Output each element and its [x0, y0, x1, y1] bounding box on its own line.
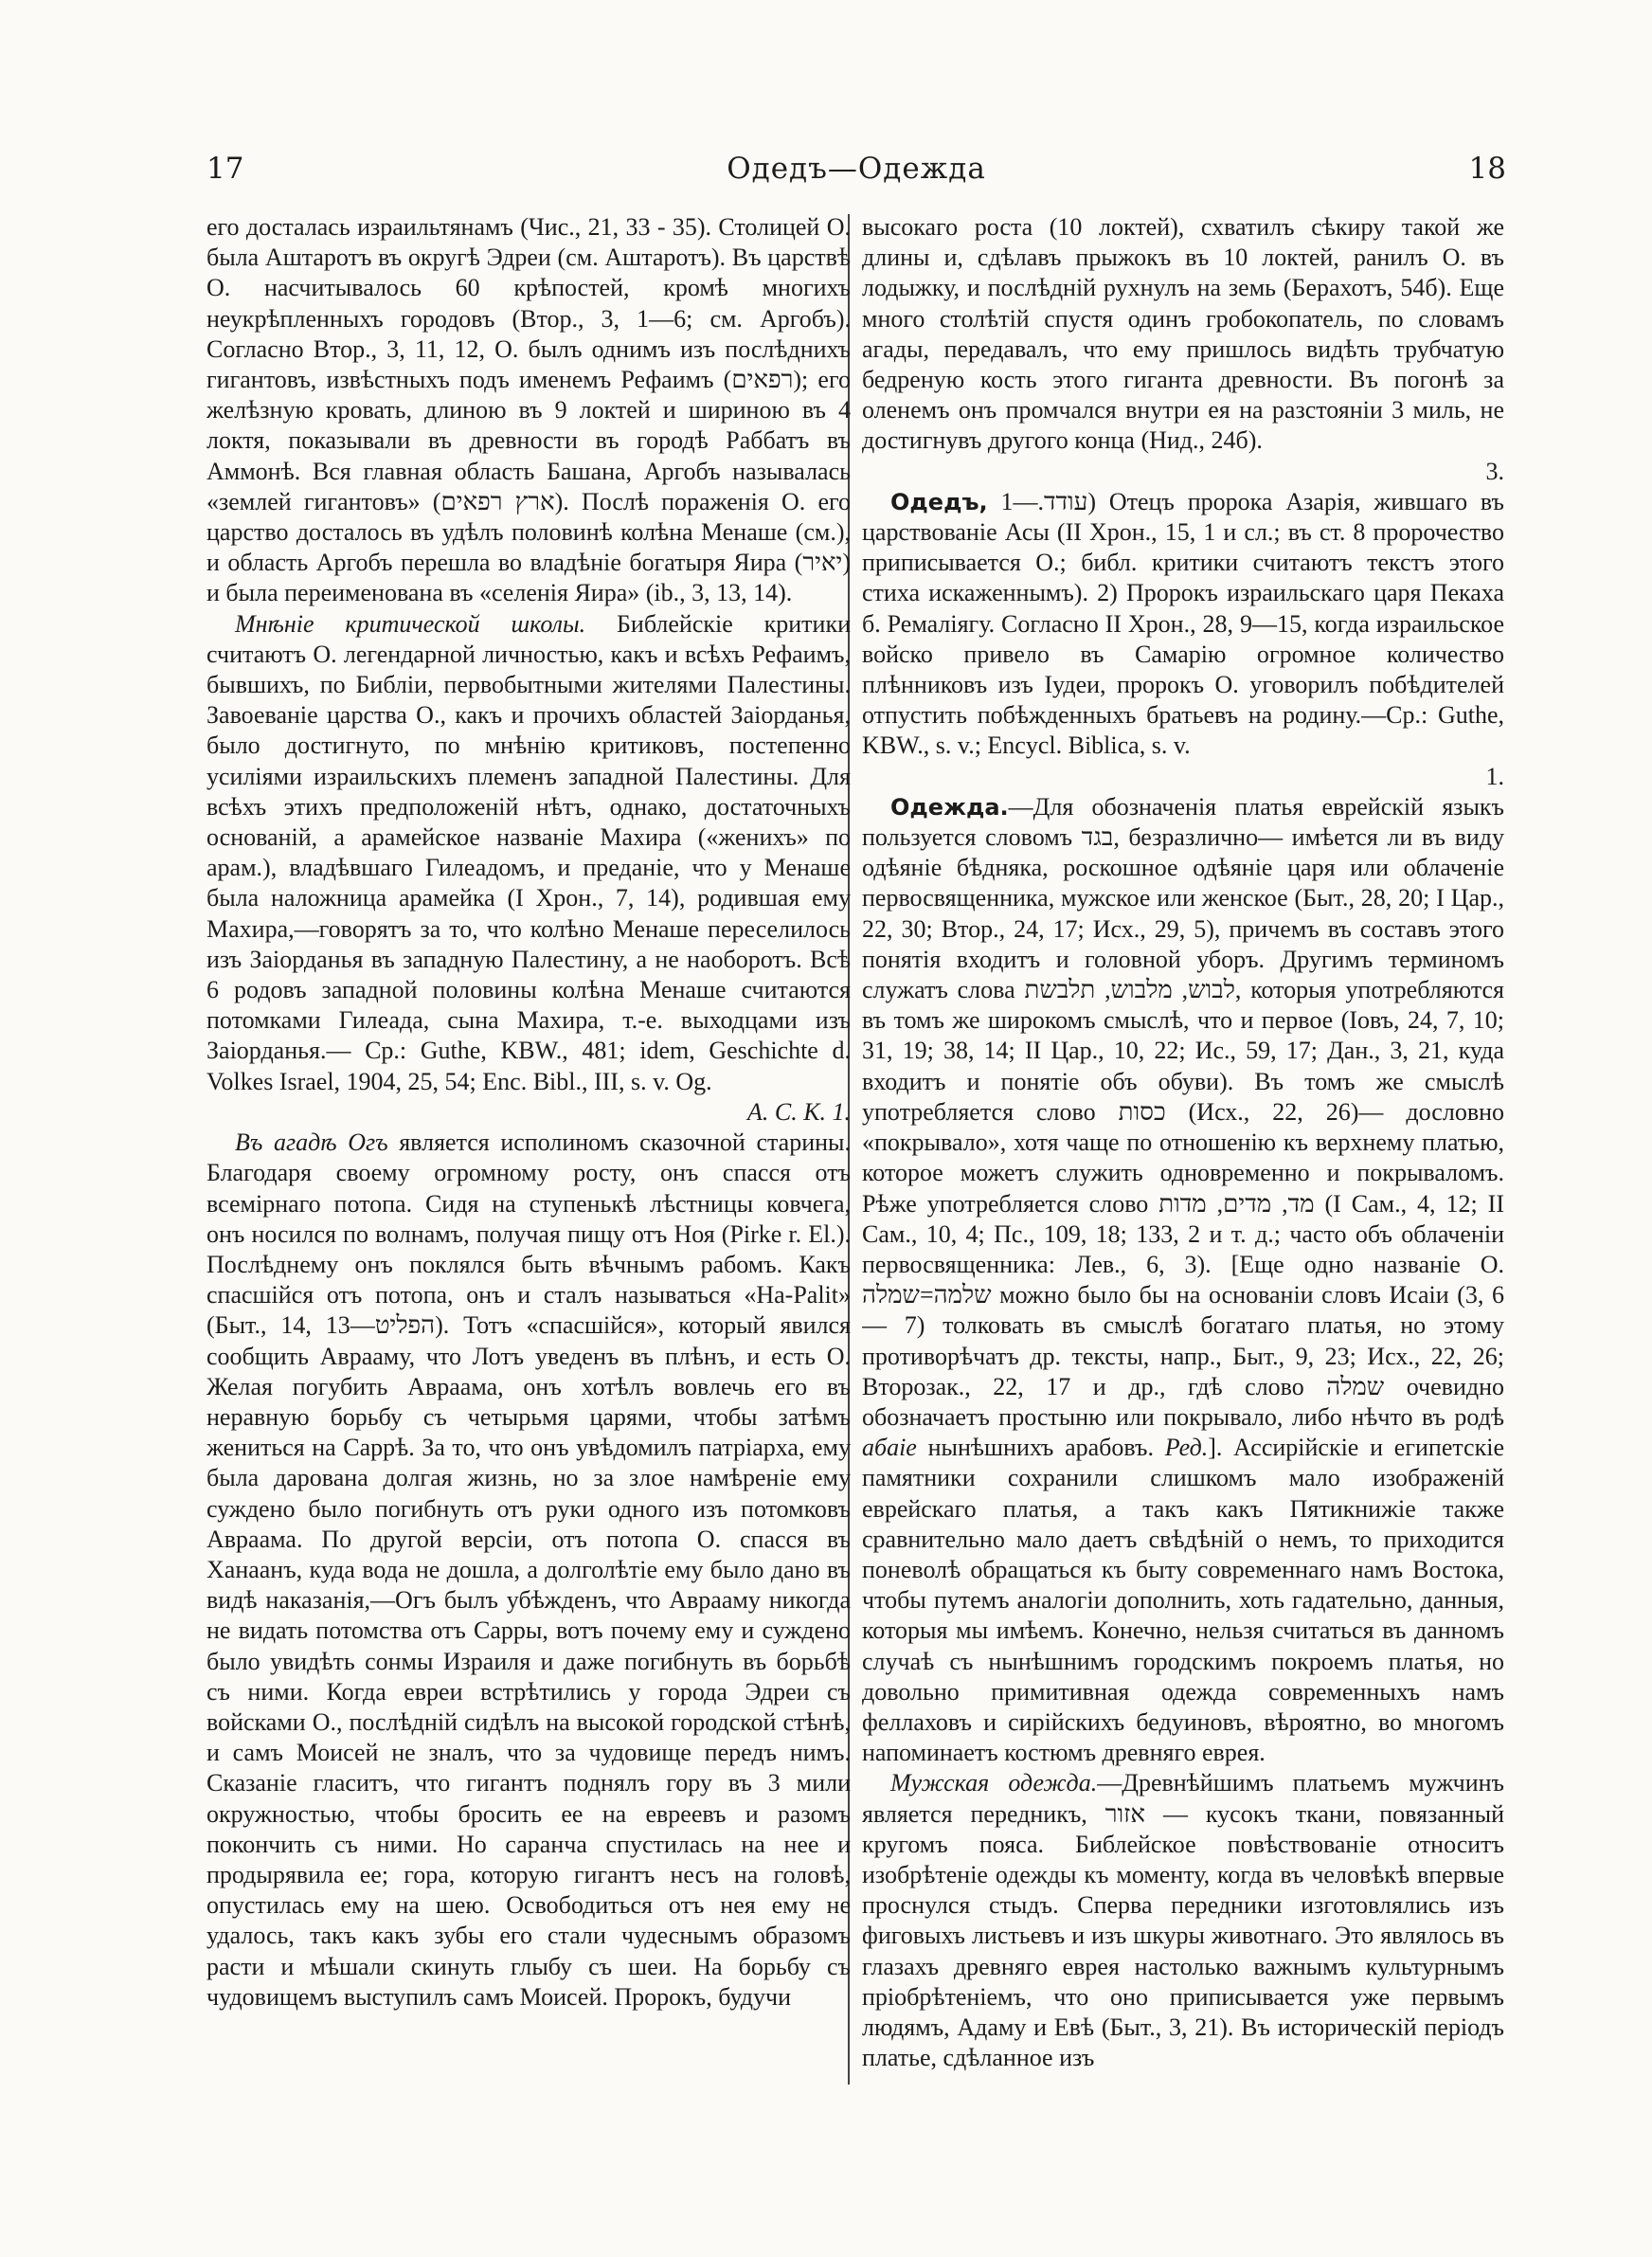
abaie-term: абаіе	[862, 1434, 917, 1462]
og-paragraph-aggadah	[206, 1128, 851, 2013]
page-number-left: 17	[206, 152, 244, 186]
entry-oded	[862, 487, 1504, 762]
men-clothing-lead: Мужская одежда.	[890, 1769, 1098, 1797]
entry-odezhda-body-2: ]. Ассирійскіе и египетскіе памятники сохранили слишкомъ мало изображеній еврейскаго платья, а такъ какъ Пятикнижіе также сравнительно мало даетъ свѣдѣній о немъ, то приходится поневолѣ обращаться къ быту современнаго намъ Востока, чтобы путемъ аналогіи дополнить, хоть гадательно, данныя, которыя мы имѣемъ. Конечно, нельзя считаться въ данномъ случаѣ съ нынѣшнимъ городскимъ покроемъ платья, но довольно примитивная одежда современныхъ намъ феллаховъ и сирійскихъ бедуиновъ, вѣроятно, во многомъ напоминаетъ костюмъ древняго еврея.	[862, 1434, 1504, 1767]
men-clothing-text: —Древнѣйшимъ платьемъ мужчинъ является передникъ, אזור — кусокъ ткани, повязанный кругомъ пояса. Библейское повѣствованіе относитъ изобрѣтеніе одежды къ моменту, когда въ человѣкѣ впервые проснулся стыдъ. Сперва передники изготовлялись изъ фиговыхъ листьевъ и изъ шкуры животнаго. Это являлось въ глазахъ древняго еврея настолько важнымъ культурнымъ пріобрѣтеніемъ, что оно приписывается уже первымъ людямъ, Адаму и Евѣ (Быт., 3, 21). Въ историческій періодъ платье, сдѣланное изъ	[862, 1769, 1504, 2072]
entry-odezhda	[862, 792, 1504, 1769]
right-column	[862, 212, 1504, 2107]
page-title: Одедъ—Одежда	[727, 152, 986, 186]
abaie-after: нынѣшнихъ арабовъ.	[916, 1434, 1154, 1462]
signature-ask: А. С. К. 1.	[747, 1097, 851, 1126]
page-number-right: 18	[1468, 152, 1506, 186]
og-paragraph-bible: его досталась израильтянамъ (Чис., 21, 33 - 35). Столицей О. была Аштаротъ въ округѣ Эдреи (см. Аштаротъ). Въ царствѣ О. насчитывалось 60 крѣпостей, кромѣ многихъ неукрѣпленныхъ городовъ (Втор., 3, 1—6; см. Аргобъ). Согласно Втор., 3, 11, 12, О. былъ однимъ изъ послѣднихъ гигантовъ, извѣстныхъ подъ именемъ Рефаимъ (רפאים); его желѣзную кровать, длиною въ 9 локтей и шириною въ 4 локтя, показывали въ древности въ городѣ Раббатъ въ Аммонѣ. Вся главная область Башана, Аргобъ называлась «землей гигантовъ» (ארץ רפאים). Послѣ пораженія О. его царство досталось въ удѣлъ половинѣ колѣна Менаше (см.), и область Аргобъ перешла во владѣніе богатыря Яира (יאיר) и была переименована въ «селенія Яира» (ib., 3, 13, 14).	[206, 213, 851, 607]
signature-1: 1.	[1485, 762, 1504, 790]
editor-note: Ред.	[1164, 1434, 1209, 1462]
signature-3: 3.	[1485, 457, 1504, 485]
aggadah-text: является исполиномъ сказочной старины. Благодаря своему огромному росту, онъ спасся отъ всемірнаго потопа. Сидя на ступенькѣ лѣстницы ковчега, онъ носился по волнамъ, получая пищу отъ Ноя (Pirke r. El.). Послѣднему онъ поклялся быть вѣчнымъ рабомъ. Какъ спасшійся отъ потопа, онъ и сталъ называться «Ha-Palit» (Быт., 14, 13—הפליט). Тотъ «спасшійся», который явился сообщить Аврааму, что Лотъ уведенъ въ плѣнъ, и есть О. Желая погубить Авраама, онъ хотѣлъ вовлечь его въ неравную борьбу съ четырьмя царями, чтобы затѣмъ жениться на Саррѣ. За то, что онъ увѣдомилъ патріарха, ему была дарована долгая жизнь, но за злое намѣреніе ему суждено было погибнуть отъ руки одного изъ потомковъ Авраама. По другой версіи, отъ потопа О. спасся въ Ханаанъ, куда вода не дошла, а долголѣтіе ему было дано въ видѣ наказанія,—Огъ былъ убѣжденъ, что Аврааму никогда не видать потомства отъ Сарры, вотъ почему ему и суждено было увидѣть сонмы Израиля и даже погибнуть въ борьбѣ съ ними. Когда евреи встрѣтились у города Эдреи съ войсками О., послѣдній сидѣлъ на высокой городской стѣнѣ, и самъ Моисей не зналъ, что за чудовище передъ нимъ. Сказаніе гласитъ, что гигантъ поднялъ гору въ 3 мили окружностью, чтобы бросить ее на евреевъ и разомъ покончить съ ними. Но саранча спустилась на нее и продырявила ее; гора, которую гигантъ несъ на головѣ, опустилась ему на шею. Освободиться отъ нея ему не удалось, такъ какъ зубы его стали чудеснымъ образомъ расти и мѣшали скинуть глыбу съ шеи. На борьбу съ чудовищемъ выступилъ самъ Моисей. Пророкъ, будучи	[206, 1128, 851, 2011]
critics-lead: Мнѣніе критической школы.	[235, 609, 586, 638]
entry-odezhda-body: —Для обозначенія платья еврейскій языкъ пользуется словомъ בגד, безразлично— имѣется ли въ виду одѣяніе бѣдняка, роскошное одѣяніе царя или облаченіе первосвященника, мужское или женское (Быт., 28, 20; I Цар., 22, 30; Втор., 24, 17; Исх., 29, 5), причемъ въ составъ этого понятія входитъ и головной уборъ. Другимъ терминомъ служатъ слова לבוש, מלבוש, תלבשת, которыя употребляются въ томъ же широкомъ смыслѣ, что и первое (Іовъ, 24, 7, 10; 31, 19; 38, 14; II Цар., 10, 22; Ис., 59, 17; Дан., 3, 21, куда входитъ и понятіе объ обуви). Въ томъ же смыслѣ употребляется слово כסות (Исх., 22, 26)— дословно «покрывало», хотя чаще по отношенію къ верхнему платью, которое можетъ служить одновременно и покрываломъ. Рѣже употребляется слово מד, מדים, מדות (I Сам., 4, 12; II Сам., 10, 4; Пс., 109, 18; 133, 2 и т. д.; часто объ облаченіи первосвященника: Лев., 6, 3). [Еще одно названіе О. שלמה=שמלה можно было бы на основаніи словъ Исаіи (3, 6 — 7) толковать въ смыслѣ богатаго платья, но этому противорѣчатъ др. тексты, напр., Быт., 9, 23; Исх., 22, 26; Второзак., 22, 17 и др., гдѣ слово שמלה очевидно обозначаетъ простыню или покрывало, либо нѣчто въ родѣ	[862, 792, 1504, 1431]
running-head	[206, 152, 1506, 193]
entry-oded-body: —1) Отецъ пророка Азарія, жившаго въ царствованіе Асы (II Хрон., 15, 1 и сл.; въ ст. 8 пророчество приписывается О.; библ. критики считаютъ текстъ этого стиха искаженнымъ). 2) Пророкъ израильскаго царя Пекаха б. Ремаліягу. Согласно II Хрон., 28, 9—15, когда израильское войско привело въ Самарію огромное количество плѣнниковъ изъ Іудеи, пророкъ О. уговорилъ побѣдителей отпустить побѣжденныхъ братьевъ на родину.—Ср.: Guthe, KBW., s. v.; Encycl. Biblica, s. v.	[862, 487, 1504, 760]
critics-text: Библейскіе критики считаютъ О. легендарной личностью, какъ и всѣхъ Рефаимъ, бывшихъ, по Библіи, первобытными жителями Палестины. Завоеваніе царства О., какъ и прочихъ областей Заіорданья, было достигнуто, по мнѣнію критиковъ, постепенно усиліями израильскихъ племенъ западной Палестины. Для всѣхъ этихъ предположеній нѣтъ, однако, достаточныхъ основаній, а арамейское названіе Махира («женихъ» по арам.), владѣвшаго Гилеадомъ, и преданіе, что у Менаше была наложница арамейка (I Хрон., 7, 14), родившая ему Махира,—говорятъ за то, что колѣно Менаше переселилось изъ Заіорданья въ западную Палестину, а не наоборотъ. Всѣ 6 родовъ западной половины колѣна Менаше считаются потомками Гилеада, сына Махира, т.-е. выходцами изъ Заіорданья.— Ср.: Guthe, KBW., 481; idem, Geschichte d. Volkes Israel, 1904, 25, 54; Enc. Bibl., III, s. v. Og.	[206, 609, 851, 1095]
entry-oded-headword: Одедъ,	[890, 488, 988, 515]
left-column	[206, 212, 851, 2107]
entry-oded-hebrew: עודד.	[987, 487, 1088, 515]
aggadah-lead: Въ агадѣ Огъ	[235, 1128, 388, 1157]
og-paragraph-critics	[206, 609, 851, 1097]
men-clothing-paragraph	[862, 1768, 1504, 2073]
entry-odezhda-headword: Одежда.	[890, 793, 1009, 821]
og-aggadah-continued: высокаго роста (10 локтей), схватилъ сѣкиру такой же длины и, сдѣлавъ прыжокъ въ 10 локтей, ранилъ О. въ лодыжку, и послѣдній рухнулъ на земь (Берахотъ, 54б). Еще много столѣтій спустя одинъ гробокопатель, по словамъ агады, передавалъ, что ему пришлось видѣть трубчатую бедреную кость этого гиганта древности. Въ погонѣ за оленемъ онъ промчался внутри ея на разстояніи 3 миль, не достигнувъ другого конца (Нид., 24б).	[862, 213, 1504, 455]
